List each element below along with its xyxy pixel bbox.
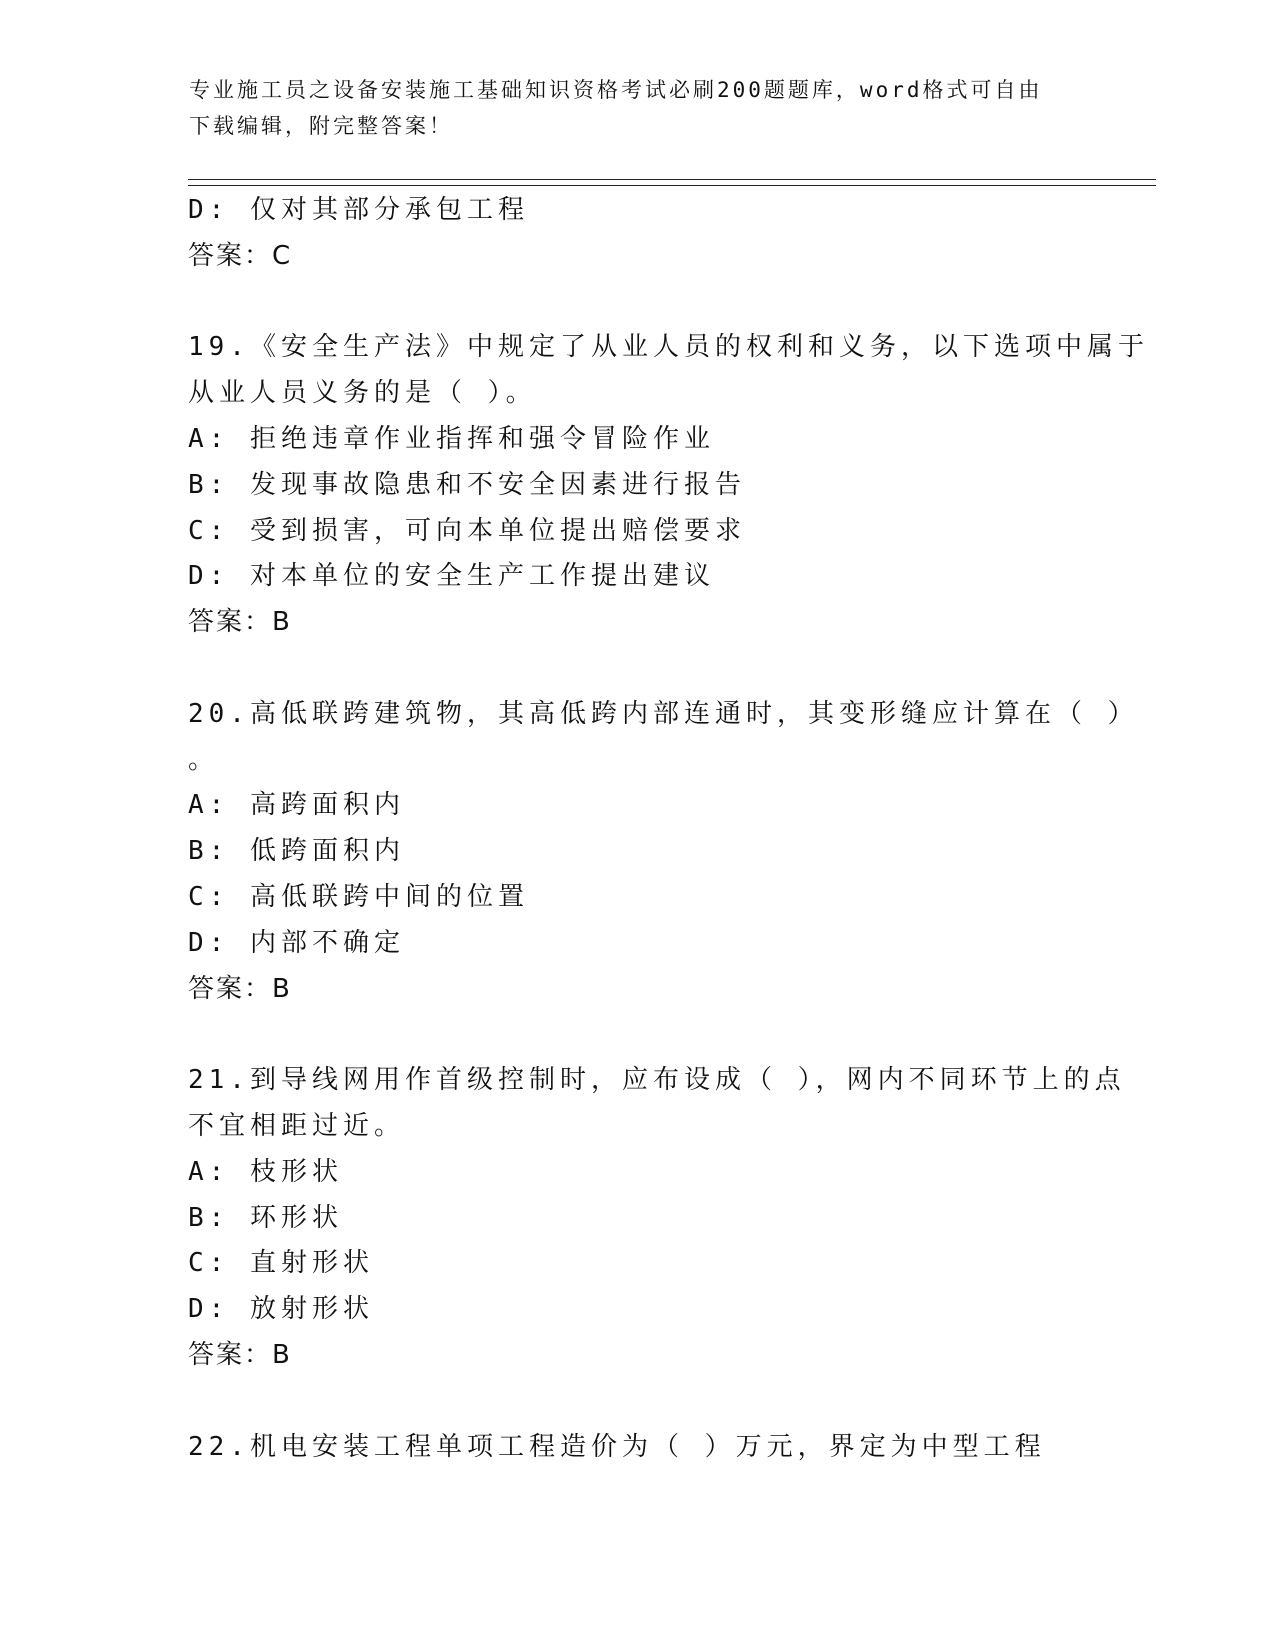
q19-stem-line-1: 19.《安全生产法》中规定了从业人员的权利和义务，以下选项中属于 <box>188 332 1149 363</box>
q21-option-d: D: 放射形状 <box>188 1294 374 1325</box>
q19-option-c: C: 受到损害，可向本单位提出赔偿要求 <box>188 515 746 546</box>
q20-stem-line-2: 。 <box>188 744 220 775</box>
q19-answer: 答案：B <box>188 607 292 638</box>
q22-stem-line-1: 22.机电安装工程单项工程造价为（ ）万元，界定为中型工程 <box>188 1431 1046 1462</box>
q20-option-c: C: 高低联跨中间的位置 <box>188 881 529 912</box>
q21-option-a: A: 枝形状 <box>188 1156 343 1187</box>
q20-option-b: B: 低跨面积内 <box>188 836 405 867</box>
spacer <box>188 1012 1088 1058</box>
q19-option-b: B: 发现事故隐患和不安全因素进行报告 <box>188 469 746 500</box>
question-content <box>188 188 1149 1470</box>
header-line-2: 下载编辑，附完整答案！ <box>189 114 453 138</box>
question-19 <box>188 325 1149 646</box>
header-line-1: 专业施工员之设备安装施工基础知识资格考试必刷200题题库，word格式可自由 <box>189 78 1043 102</box>
q21-option-b: B: 环形状 <box>188 1202 343 1233</box>
q21-option-c: C: 直射形状 <box>188 1248 374 1279</box>
q21-answer: 答案：B <box>188 1339 292 1370</box>
q20-stem-line-1: 20.高低联跨建筑物，其高低跨内部连通时，其变形缝应计算在（ ） <box>188 698 1139 729</box>
q19-stem-line-2: 从业人员义务的是（ ）。 <box>188 378 537 409</box>
q21-stem-line-2: 不宜相距过近。 <box>188 1110 406 1141</box>
q20-option-a: A: 高跨面积内 <box>188 790 405 821</box>
prev-answer: 答案：C <box>188 240 293 271</box>
spacer <box>188 280 1088 326</box>
prev-option-d: D: 仅对其部分承包工程 <box>188 195 529 225</box>
header-divider <box>188 179 1156 186</box>
question-21 <box>188 1058 1126 1379</box>
q19-option-d: D: 对本单位的安全生产工作提出建议 <box>188 561 715 592</box>
spacer <box>188 1379 1088 1425</box>
spacer <box>188 646 1088 692</box>
question-22 <box>188 1425 1088 1471</box>
question-20 <box>188 692 1139 1013</box>
q19-option-a: A: 拒绝违章作业指挥和强令冒险作业 <box>188 423 715 454</box>
q20-option-d: D: 内部不确定 <box>188 927 405 958</box>
q21-stem-line-1: 21.到导线网用作首级控制时，应布设成（ ），网内不同环节上的点 <box>188 1065 1126 1096</box>
q20-answer: 答案：B <box>188 973 292 1004</box>
document-header <box>189 72 1069 144</box>
